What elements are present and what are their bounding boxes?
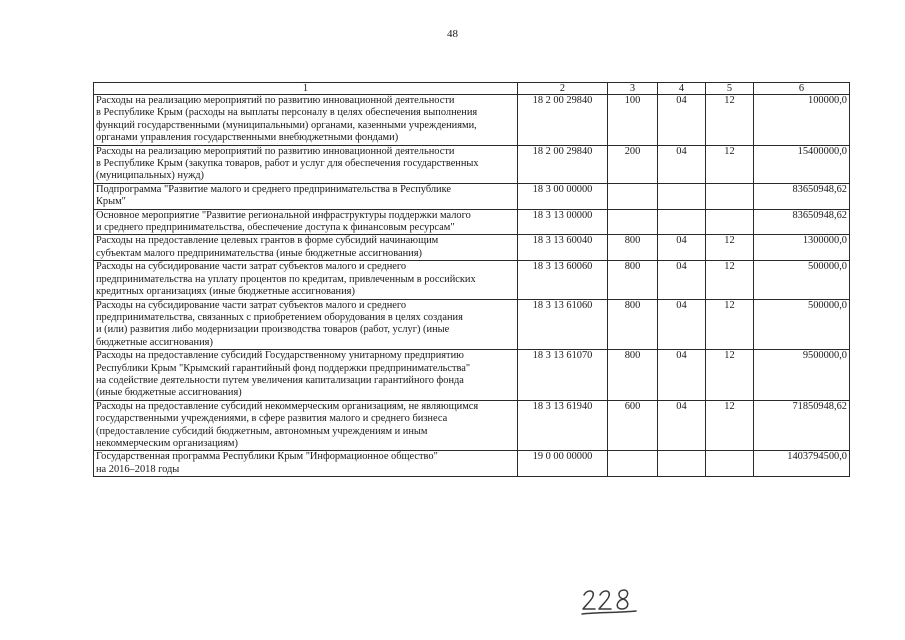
description-line: Расходы на субсидирование части затрат субъектов малого и среднего (96, 299, 407, 311)
expense-type-code: 800 (608, 261, 658, 299)
description-line: кредитных организациях (иные бюджетные ассигнования) (96, 286, 355, 298)
budget-code: 18 2 00 29840 (518, 145, 608, 183)
description-line: Расходы на реализацию мероприятий по развитию инновационной деятельности (96, 145, 455, 157)
table-body (94, 95, 850, 477)
amount-value: 83650948,62 (754, 209, 850, 235)
amount-value: 1403794500,0 (754, 451, 850, 477)
description-line: органами управления государственными внебюджетными фондами) (96, 132, 399, 144)
expense-type-code: 600 (608, 400, 658, 451)
section-code: 04 (658, 299, 706, 350)
expense-type-code (608, 183, 658, 209)
section-code: 04 (658, 350, 706, 401)
description-line: в Республике Крым (расходы на выплаты персоналу в целях обеспечения выполнения (96, 107, 478, 119)
table-row (94, 299, 850, 350)
description-line: Расходы на предоставление целевых грантов в форме субсидий начинающим (96, 235, 439, 247)
expense-type-code (608, 209, 658, 235)
budget-code: 18 2 00 29840 (518, 95, 608, 146)
amount-value: 9500000,0 (754, 350, 850, 401)
table-row (94, 261, 850, 299)
description-line: в Республике Крым (закупка товаров, работ и услуг для обеспечения государственных (96, 158, 479, 170)
section-code (658, 451, 706, 477)
table-header-row (94, 83, 850, 95)
budget-code: 18 3 13 61940 (518, 400, 608, 451)
table-row (94, 451, 850, 477)
budget-code: 18 3 13 61060 (518, 299, 608, 350)
budget-code: 18 3 13 60060 (518, 261, 608, 299)
subsection-code: 12 (706, 145, 754, 183)
section-code (658, 209, 706, 235)
description-line: на 2016–2018 годы (96, 463, 180, 475)
subsection-code (706, 209, 754, 235)
description-line: Подпрограмма "Развитие малого и среднего предпринимательства в Республике (96, 183, 452, 195)
amount-value: 500000,0 (754, 299, 850, 350)
description-line: предпринимательства на уплату процентов по кредитам, привлеченным в российских (96, 273, 476, 285)
description-line: Расходы на субсидирование части затрат субъектов малого и среднего (96, 261, 407, 273)
expense-type-code: 800 (608, 235, 658, 261)
description-line: предпринимательства, связанных с приобретением оборудования в целях создания (96, 311, 463, 323)
amount-value: 71850948,62 (754, 400, 850, 451)
table-row (94, 350, 850, 401)
description-line: Государственная программа Республики Крым "Информационное общество" (96, 451, 438, 463)
expense-type-code: 200 (608, 145, 658, 183)
table-row (94, 183, 850, 209)
description-line: (иные бюджетные ассигнования) (96, 387, 242, 399)
table-row (94, 209, 850, 235)
row-description (94, 209, 518, 235)
section-code: 04 (658, 261, 706, 299)
description-line: бюджетные ассигнования) (96, 336, 213, 348)
row-description (94, 145, 518, 183)
table-row (94, 400, 850, 451)
table-row (94, 95, 850, 146)
column-header: 2 (518, 83, 608, 95)
budget-table (93, 82, 850, 477)
expense-type-code: 100 (608, 95, 658, 146)
description-line: Республики Крым "Крымский гарантийный фонд поддержки предпринимательства" (96, 362, 471, 374)
expense-type-code: 800 (608, 299, 658, 350)
description-line: Расходы на предоставление субсидий Государственному унитарному предприятию (96, 350, 464, 362)
description-line: на содействие деятельности путем увеличения капитализации гарантийного фонда (96, 374, 464, 386)
description-line: Основное мероприятие "Развитие региональной инфраструктуры поддержки малого (96, 209, 471, 221)
row-description (94, 183, 518, 209)
description-line: функций государственными (муниципальными) органами, казенными учреждениями, (96, 119, 477, 131)
section-code: 04 (658, 145, 706, 183)
description-line: некоммерческим организациям) (96, 437, 238, 449)
amount-value: 100000,0 (754, 95, 850, 146)
description-line: Расходы на предоставление субсидий некоммерческим организациям, не являющимся (96, 400, 479, 412)
column-header: 1 (94, 83, 518, 95)
description-line: Крым" (96, 196, 126, 208)
budget-code: 18 3 13 00000 (518, 209, 608, 235)
subsection-code (706, 183, 754, 209)
subsection-code (706, 451, 754, 477)
amount-value: 500000,0 (754, 261, 850, 299)
section-code: 04 (658, 400, 706, 451)
row-description (94, 400, 518, 451)
description-line: и (или) развития либо модернизации производства товаров (работ, услуг) (иные (96, 324, 450, 336)
subsection-code: 12 (706, 95, 754, 146)
amount-value: 1300000,0 (754, 235, 850, 261)
budget-code: 19 0 00 00000 (518, 451, 608, 477)
subsection-code: 12 (706, 235, 754, 261)
table-row (94, 145, 850, 183)
description-line: государственными учреждениями, в сфере развития малого и среднего бизнеса (96, 413, 448, 425)
expense-type-code (608, 451, 658, 477)
budget-code: 18 3 13 60040 (518, 235, 608, 261)
amount-value: 15400000,0 (754, 145, 850, 183)
column-header: 5 (706, 83, 754, 95)
subsection-code: 12 (706, 350, 754, 401)
column-header: 3 (608, 83, 658, 95)
row-description (94, 299, 518, 350)
budget-code: 18 3 00 00000 (518, 183, 608, 209)
amount-value: 83650948,62 (754, 183, 850, 209)
table-row (94, 235, 850, 261)
description-line: и среднего предпринимательства, обеспечение доступа к финансовым ресурсам" (96, 222, 455, 234)
description-line: Расходы на реализацию мероприятий по развитию инновационной деятельности (96, 95, 455, 106)
page-number: 48 (447, 28, 458, 40)
section-code: 04 (658, 95, 706, 146)
expense-type-code: 800 (608, 350, 658, 401)
subsection-code: 12 (706, 299, 754, 350)
subsection-code: 12 (706, 261, 754, 299)
budget-code: 18 3 13 61070 (518, 350, 608, 401)
section-code (658, 183, 706, 209)
section-code: 04 (658, 235, 706, 261)
row-description (94, 451, 518, 477)
row-description (94, 235, 518, 261)
row-description (94, 261, 518, 299)
handwritten-page-number (580, 585, 640, 619)
subsection-code: 12 (706, 400, 754, 451)
column-header: 4 (658, 83, 706, 95)
row-description (94, 350, 518, 401)
row-description (94, 95, 518, 146)
description-line: (муниципальных) нужд) (96, 170, 205, 182)
description-line: субъектам малого предпринимательства (иные бюджетные ассигнования) (96, 247, 422, 259)
description-line: (предоставление субсидий бюджетным, автономным учреждениям и иным (96, 425, 428, 437)
column-header: 6 (754, 83, 850, 95)
